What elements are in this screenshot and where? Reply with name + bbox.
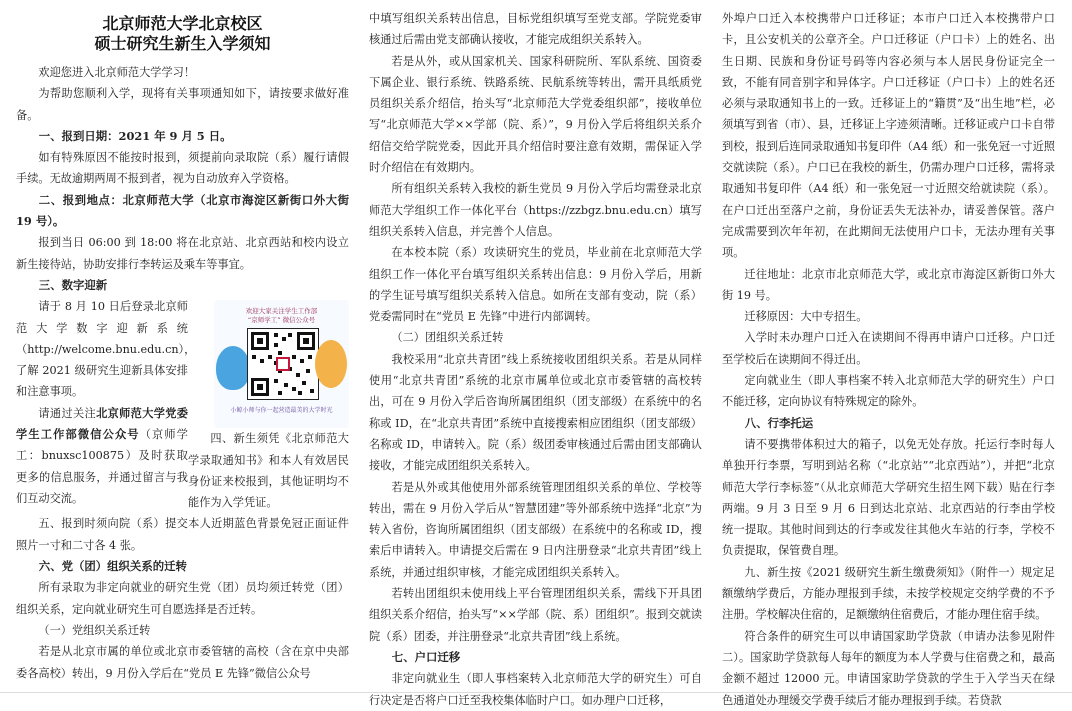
welcome-paragraph: 欢迎您进入北京师范大学学习！ — [38, 66, 196, 79]
column-2-paragraph-8: 非定向就业生（即人事档案转入北京师范大学的研究生）可自行决定是否将户口迁至我校集体临时户口。如办理户口迁移， — [369, 672, 702, 707]
column-3-paragraph-8: 符合条件的研究生可以申请国家助学贷款（申请办法参见附件二）。国家助学贷款每人每年的额度为本人学费与住宿费之和，最高金额不超过 12000 元。申请国家助学贷款的学生于入学当天在绿色通道处办理缓交学费手续后才能办理报到手续。若贷款 — [722, 629, 1055, 707]
qr-caption-3: 小鲸小师与你一起营造最美的大学时光 — [230, 407, 333, 415]
section-heading-hukou: 七、户口迁移 — [391, 649, 461, 664]
title-line-1: 北京师范大学北京校区 — [102, 14, 263, 33]
whale-mascot-icon — [216, 346, 250, 390]
qr-code-icon[interactable] — [247, 328, 319, 400]
wechat-qr-poster — [214, 300, 349, 428]
wechat-follow-prefix: 请通过关注 — [38, 406, 97, 420]
column-2-paragraph-6: 若是从外或其他使用外部系统管理团组织关系的单位、学校等转出，需在 9 月份入学后从“智慧团建”等外部系统中选择“北京”为转入省份，咨询所属团组织（团支部级）在系统中的名称或 ID，搜索后申请转入。申请提交后需在 9 日内注册登录“北京共青团”线上系统，并通过组织审核，才能完成团组织关系转入。 — [369, 480, 702, 579]
subheading-party-relation: （一）党组织关系迁转 — [38, 623, 151, 637]
column-3-paragraph-1: 外埠户口迁入本校携带户口迁移证；本市户口迁入本校携带户口卡，且公安机关的公章齐全。户口迁移证（户口卡）上的姓名、出生日期、民族和身份证号码等内容必须与本人居民身份证完全一致，不能有同音别字和异体字。户口迁移证（户口卡）上的姓名还必须与录取通知书上的一致。迁移证上的“籍贯”及“出生地”栏，必须填写到省（市）、县，迁移证上字迹须清晰。迁移证或户口卡自带到校，报到后连同录取通知书复印件（A4 纸）和一张免冠一寸近照交就读院（系）。户口已在我校的新生，仍需办理户口迁移，需将录取通知书复印件（A4 纸）和一张免冠一寸近照交给就读院（系）。在户口迁出至落户之前，身份证丢失无法补办，请妥善保管。落户完成需要到次年年初，在此期间无法使用户口卡，无法办理有关事项。 — [722, 12, 1055, 260]
column-2 — [359, 8, 712, 707]
column-2-paragraph-7: 若转出团组织未使用线上平台管理团组织关系，需线下开具团组织关系介绍信，抬头写“××学部（院、系）团组织”。报到交就读院（系）团委，并注册登录“北京共青团”线上系统。 — [369, 587, 702, 643]
registration-date-paragraph: 如有特殊原因不能按时报到，须提前向录取院（系）履行请假手续。无故逾期两周不报到者，视为自动放弃入学资格。 — [16, 151, 349, 186]
column-3-paragraph-5: 定向就业生（即人事档案不转入北京师范大学的研究生）户口不能迁移，定向协议有特殊规定的除外。 — [722, 374, 1055, 409]
party-transfer-paragraph: 所有录取为非定向就业的研究生党（团）员均须迁转党（团）组织关系，定向就业研究生可自愿选择是否迁转。 — [16, 581, 349, 616]
wechat-follow-suffix: （京师学工：bnuxsc100875）及时获取更多的信息服务，并通过留言与我们互动交流。 — [16, 428, 188, 505]
lion-mascot-icon — [315, 340, 347, 388]
column-3-paragraph-4: 入学时未办理户口迁入在读期间不得再申请户口迁移。户口迁至学校后在读期间不得迁出。 — [722, 331, 1055, 366]
section-heading-registration-place: 二、报到地点：北京师范大学（北京市海淀区新街口外大街 19 号）。 — [16, 192, 349, 229]
qr-caption-2: “京师学工” 微信公众号 — [247, 316, 316, 325]
section-5-paragraph: 五、报到时须向院（系）提交本人近期蓝色背景免冠正面证件照片一寸和二寸各 4 张。 — [16, 517, 349, 552]
section-heading-party-transfer: 六、党（团）组织关系的迁转 — [38, 559, 187, 574]
column-2-paragraph-2: 若是从外，或从国家机关、国家科研院所、军队系统、国资委下属企业、银行系统、铁路系统、民航系统等转出，需开具纸质党员组织关系介绍信，抬头写“北京师范大学党委组织部”，接收单位写“北京师范大学××学部（院、系）”，9 月份入学后将组织关系介绍信交给学院党委，因此开具介绍信时要注意有效期，需保证入学时介绍信在有效期内。 — [369, 54, 702, 175]
section-4-paragraph: 四、新生须凭《北京师范大学录取通知书》和本人有效居民身份证来校报到，其他证明均不能作为入学凭证。 — [188, 432, 349, 510]
digital-welcome-paragraph: 请于 8 月 10 日后登录北京师范大学数字迎新系统（http://welcome.bnu.edu.cn），了解 2021 级研究生迎新具体安排和注意事项。 — [16, 300, 196, 399]
column-1 — [6, 8, 359, 701]
intro-paragraph: 为帮助您顺利入学，现将有关事项通知如下，请按要求做好准备。 — [16, 87, 349, 122]
column-2-paragraph-5: 我校采用“北京共青团”线上系统接收团组织关系。若是从同样使用“北京共青团”系统的北京市属单位或北京市委管辖的高校转出，可在 9 月份入学后咨询所属团组织（团支部级）在系统中的名称或 ID，在“北京共青团”系统中直接搜索相应团组织（团支部级）名称或 ID，申请转入。院（系）级团委审核通过后需由团支部确认接收，才能完成团组织关系转入。 — [369, 352, 702, 473]
document-title — [16, 14, 349, 54]
column-2-paragraph-4: 在本校本院（系）攻读研究生的党员，毕业前在北京师范大学组织工作一体化平台填写组织关系转出信息：9 月份入学后，用新的学生证号填写组织关系转入信息。如所在支部有变动，院（系） 党委需同时在“党员 E 先锋”中进行内部调转。 — [369, 246, 702, 324]
column-2-paragraph-3: 所有组织关系转入我校的新生党员 9 月份入学后均需登录北京师范大学组织工作一体化平台（https://zzbgz.bnu.edu.cn）填写组织关系转入信息，并完善个人信息。 — [369, 182, 702, 238]
digital-welcome-text — [16, 296, 196, 509]
column-3-paragraph-6: 请不要携带体积过大的箱子，以免无处存放。托运行李时每人单独开行李票，写明到站名称（“北京站”“北京西站”），并把“北京师范大学行李标签”（从北京师范大学研究生招生网下载）贴在行李两端。9 月 3 日至 9 月 6 日到达北京站、北京西站的行李由学校统一提取。其他时间到达的行李或发往其他火车站的行李，学校不负责提取，保管费自理。 — [722, 437, 1055, 558]
section-heading-luggage: 八、行李托运 — [744, 415, 814, 430]
column-3-paragraph-7: 九、新生按《2021 级研究生新生缴费须知》（附件一）规定足额缴纳学费后，方能办理报到手续，未按学校规定交纳学费的不予注册。学校解决住宿的，足额缴纳住宿费后，才能办理住宿手续。 — [722, 565, 1055, 622]
wechat-follow-paragraph — [16, 403, 188, 509]
page-bottom-divider — [0, 692, 1072, 693]
qr-caption-1: 欢迎大家关注学生工作部 — [245, 307, 318, 316]
title-line-2: 硕士研究生新生入学须知 — [94, 34, 271, 53]
column-3-paragraph-3: 迁移原因：大中专招生。 — [744, 310, 868, 324]
wechat-account-name: 北京师范大学党委学生工作部微信公众号 — [16, 405, 188, 442]
section-heading-digital-welcome: 三、数字迎新 — [38, 277, 108, 292]
subheading-league-relation: （二）团组织关系迁转 — [391, 331, 504, 345]
column-2-paragraph-1: 中填写组织关系转出信息，目标党组织填写至党支部。学院党委审核通过后需由党支部确认接收，才能完成组织关系转入。 — [369, 12, 702, 47]
registration-place-paragraph: 报到当日 06:00 到 18:00 将在北京站、北京西站和校内设立新生接待站，协助安排行李转运及乘车等事宜。 — [16, 236, 349, 271]
section-heading-registration-date: 一、报到日期：2021 年 9 月 5 日。 — [38, 128, 232, 143]
party-relation-paragraph: 若是从北京市属的单位或北京市委管辖的高校（含在京中央部委各高校）转出，9 月份入学后在“党员 E 先锋”微信公众号 — [16, 645, 349, 680]
column-3 — [712, 8, 1065, 707]
column-3-paragraph-2: 迁往地址：北京市北京师范大学，或北京市海淀区新街口外大街 19 号。 — [722, 267, 1055, 302]
